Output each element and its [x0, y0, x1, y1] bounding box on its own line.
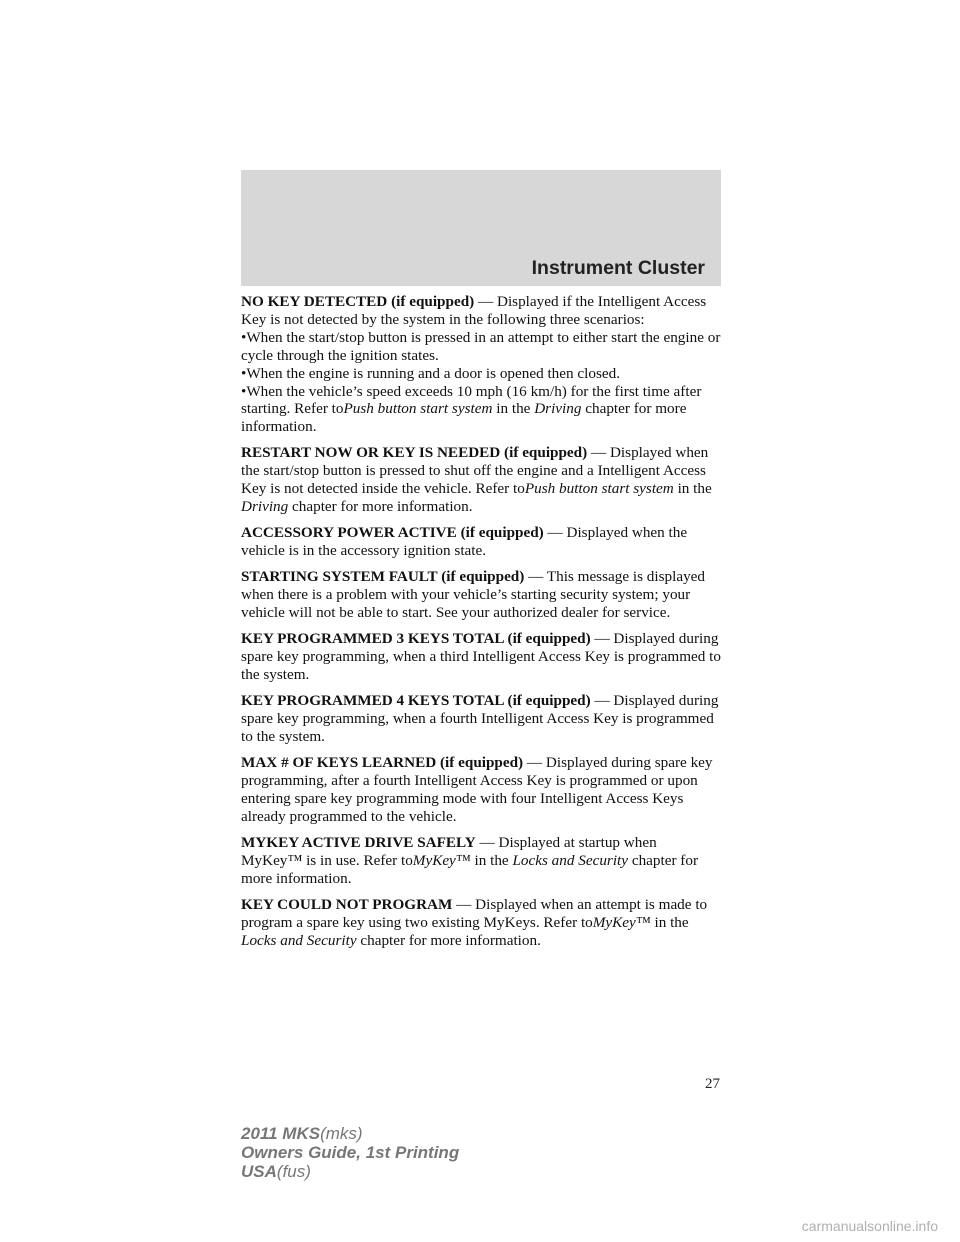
term-restart-now: RESTART NOW OR KEY IS NEEDED (if equipped)	[241, 444, 588, 462]
reference-mykey: MyKey™	[592, 913, 651, 931]
desc-text: chapter for more information.	[241, 851, 699, 887]
paragraph-mykey-active	[241, 834, 721, 888]
bullet-item: When the engine is running and a door is opened then closed.	[246, 364, 621, 382]
reference-driving-chapter: Driving	[241, 498, 289, 516]
bullet-item: When the start/stop button is pressed in an attempt to either start the engine or cycle through the ignition states.	[241, 328, 721, 364]
footer-line-printing: Owners Guide, 1st Printing	[241, 1143, 460, 1162]
page-number: 27	[705, 1076, 720, 1092]
footer-model-code: (mks)	[320, 1124, 363, 1143]
paragraph-key-could-not-program	[241, 896, 721, 950]
reference-locks-security: Locks and Security	[512, 851, 629, 869]
print-footer	[241, 1124, 459, 1181]
desc-mykey-active: — Displayed at startup when MyKey™ is in use. Refer to	[241, 833, 657, 869]
footer-region: USA	[241, 1162, 277, 1181]
desc-starting-system-fault: — This message is displayed when there is a problem with your vehicle’s starting security system; your vehicle will not be able to start. See your authorized dealer for service.	[241, 568, 706, 622]
desc-key-could-not-program: — Displayed when an attempt is made to program a spare key using two existing MyKeys. Refer to	[241, 895, 708, 931]
term-no-key-detected: NO KEY DETECTED (if equipped)	[241, 293, 475, 310]
reference-mykey: MyKey™	[412, 851, 471, 869]
footer-line-model	[241, 1124, 459, 1143]
reference-push-button-start: Push button start system	[343, 400, 493, 418]
paragraph-accessory-power	[241, 524, 721, 560]
reference-locks-security: Locks and Security	[241, 931, 357, 949]
term-mykey-active: MYKEY ACTIVE DRIVE SAFELY	[241, 833, 476, 851]
term-starting-system-fault: STARTING SYSTEM FAULT (if equipped)	[241, 568, 525, 586]
bullet-item-text: in the	[492, 400, 535, 418]
paragraph-restart-now	[241, 444, 721, 516]
paragraph-key-programmed-4	[241, 692, 721, 746]
term-accessory-power: ACCESSORY POWER ACTIVE (if equipped)	[241, 524, 544, 542]
desc-no-key-detected: — Displayed if the Intelligent Access Key is not detected by the system in the following three scenarios:	[241, 293, 707, 328]
desc-text: chapter for more information.	[288, 498, 473, 516]
reference-push-button-start: Push button start system	[524, 480, 674, 498]
desc-text: in the	[470, 851, 513, 869]
bullet-icon: •	[241, 328, 247, 346]
site-watermark: carmanualsonline.info	[801, 1218, 938, 1234]
term-key-could-not-program: KEY COULD NOT PROGRAM	[241, 895, 453, 913]
paragraph-no-key-detected	[241, 293, 721, 436]
page-content	[241, 293, 721, 958]
paragraph-max-keys-learned	[241, 754, 721, 826]
desc-text: in the	[650, 913, 689, 931]
bullet-icon: •	[241, 364, 247, 382]
desc-restart-now: — Displayed when the start/stop button is pressed to shut off the engine and a Intelligent Access Key is not detected inside the vehicle. Refer to	[241, 444, 709, 498]
paragraph-starting-system-fault	[241, 568, 721, 622]
desc-max-keys-learned: — Displayed during spare key programming, after a fourth Intelligent Access Key is programmed or upon entering spare key programming mode with four Intelligent Access Keys already programmed to the vehicle.	[241, 753, 713, 825]
paragraph-key-programmed-3	[241, 630, 721, 684]
term-key-programmed-3: KEY PROGRAMMED 3 KEYS TOTAL (if equipped)	[241, 630, 591, 648]
bullet-icon: •	[241, 382, 247, 400]
term-key-programmed-4: KEY PROGRAMMED 4 KEYS TOTAL (if equipped)	[241, 692, 591, 710]
chapter-title: Instrument Cluster	[531, 257, 705, 279]
chapter-header-band	[241, 170, 721, 286]
reference-driving-chapter: Driving	[534, 400, 582, 418]
bullet-item: When the vehicle’s speed exceeds 10 mph (16 km/h) for the first time after starting. Refer to	[241, 382, 702, 418]
desc-text: chapter for more information.	[356, 931, 541, 949]
desc-accessory-power: — Displayed when the vehicle is in the accessory ignition state.	[241, 524, 688, 560]
desc-key-programmed-4: — Displayed during spare key programming, when a fourth Intelligent Access Key is programmed to the system.	[241, 692, 719, 745]
bullet-item-text: chapter for more information.	[241, 400, 687, 436]
term-max-keys-learned: MAX # OF KEYS LEARNED (if equipped)	[241, 753, 524, 771]
desc-key-programmed-3: — Displayed during spare key programming, when a third Intelligent Access Key is programmed to the system.	[241, 630, 721, 683]
desc-text: in the	[673, 480, 712, 498]
footer-model: 2011 MKS	[241, 1124, 321, 1143]
footer-region-code: (fus)	[276, 1162, 311, 1181]
footer-line-region	[241, 1162, 459, 1181]
